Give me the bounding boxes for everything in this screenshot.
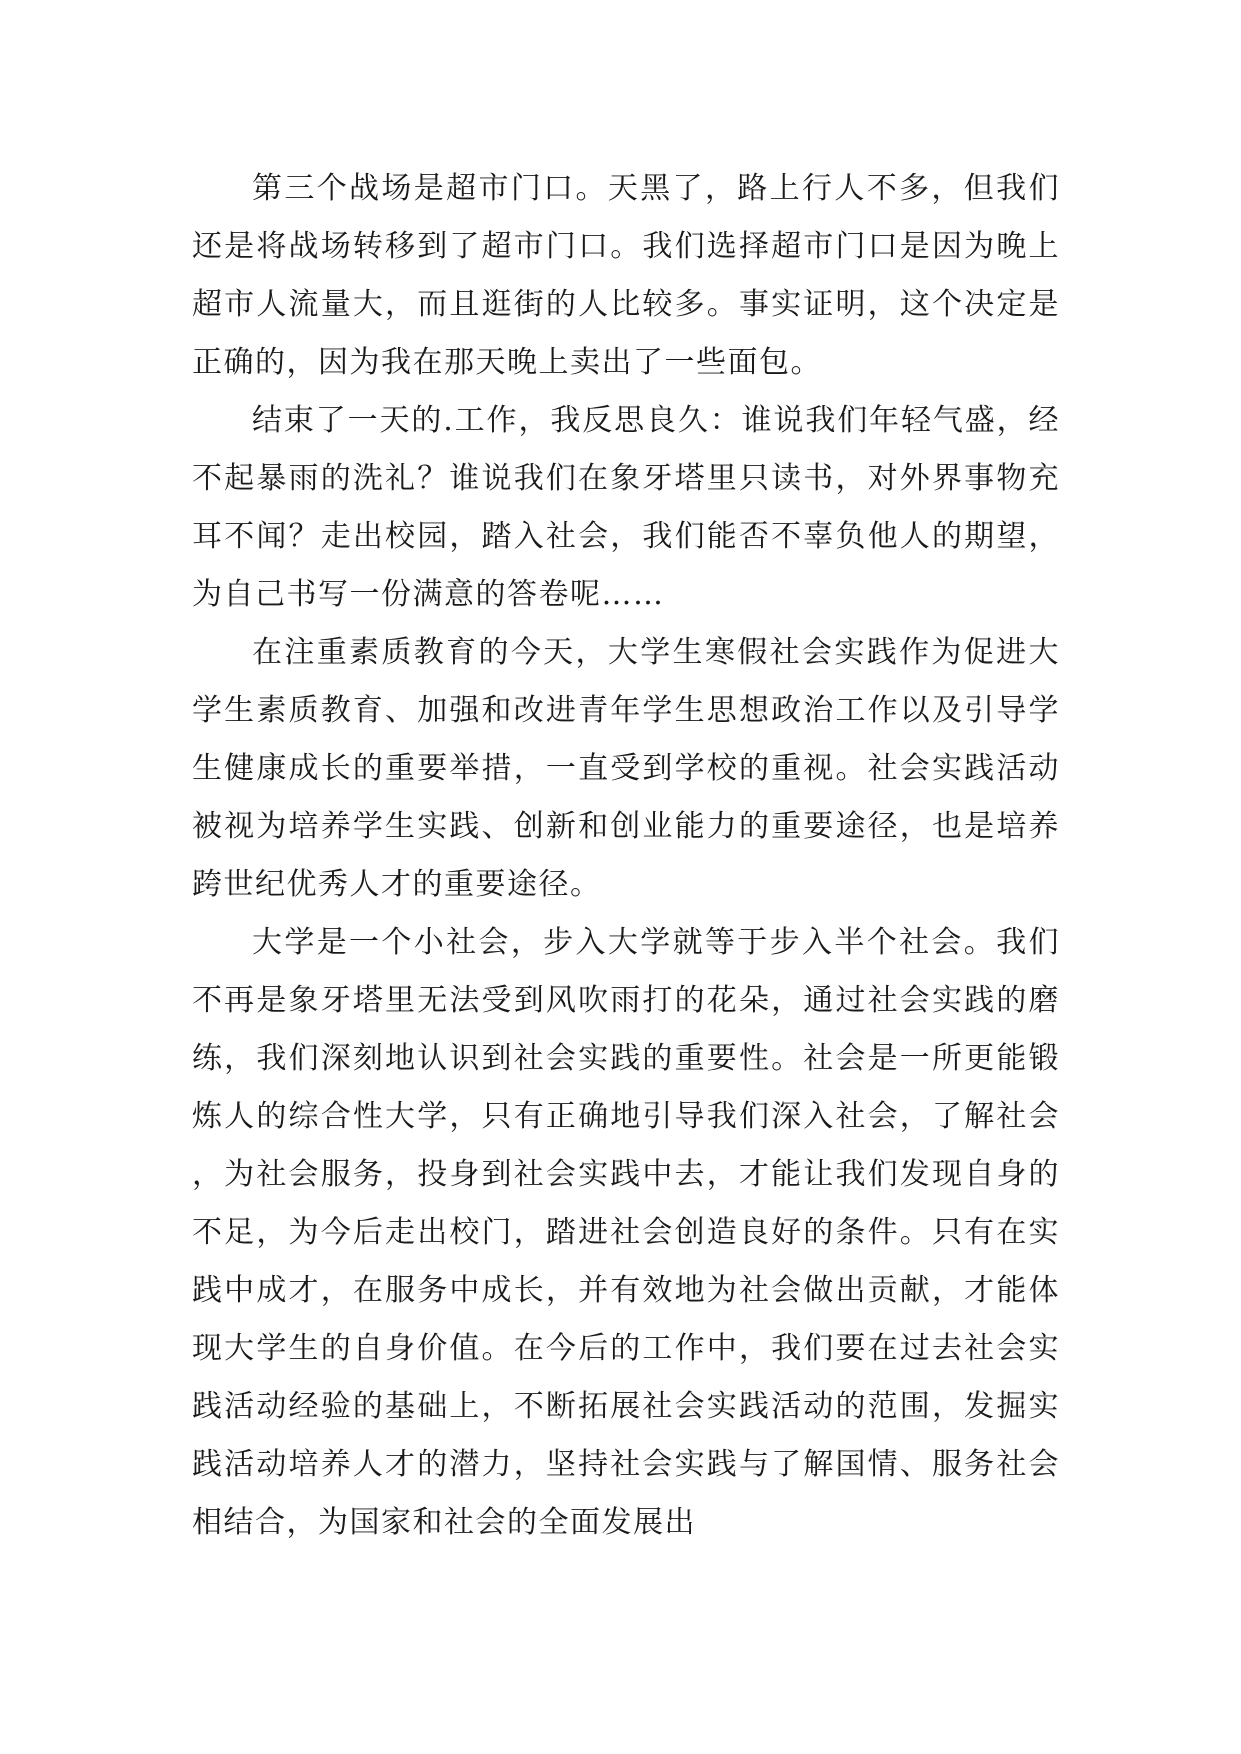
- paragraph-quality-education: 在注重素质教育的今天，大学生寒假社会实践作为促进大学生素质教育、加强和改进青年学生思想政治工作以及引导学生健康成长的重要举措，一直受到学校的重视。社会实践活动被视为培养学生实践、创新和创业能力的重要途径，也是培养跨世纪优秀人才的重要途径。: [192, 635, 1060, 902]
- paragraph-reflection: 结束了一天的.工作，我反思良久：谁说我们年轻气盛，经不起暴雨的洗礼？谁说我们在象牙塔里只读书，对外界事物充耳不闻？走出校园，踏入社会，我们能否不辜负他人的期望，为自己书写一份满意的答卷呢……: [192, 403, 1060, 612]
- paragraph-supermarket: 第三个战场是超市门口。天黑了，路上行人不多，但我们还是将战场转移到了超市门口。我们选择超市门口是因为晚上超市人流量大，而且逛街的人比较多。事实证明，这个决定是正确的，因为我在那天晚上卖出了一些面包。: [192, 171, 1060, 380]
- paragraph-university-society: 大学是一个小社会，步入大学就等于步入半个社会。我们不再是象牙塔里无法受到风吹雨打的花朵，通过社会实践的磨练，我们深刻地认识到社会实践的重要性。社会是一所更能锻炼人的综合性大学，只有正确地引导我们深入社会，了解社会，为社会服务，投身到社会实践中去，才能让我们发现自身的不足，为今后走出校门，踏进社会创造良好的条件。只有在实践中成才，在服务中成长，并有效地为社会做出贡献，才能体现大学生的自身价值。在今后的工作中，我们要在过去社会实践活动经验的基础上，不断拓展社会实践活动的范围，发掘实践活动培养人才的潜力，坚持社会实践与了解国情、服务社会相结合，为国家和社会的全面发展出: [192, 925, 1060, 1540]
- document-body: [192, 160, 1060, 1552]
